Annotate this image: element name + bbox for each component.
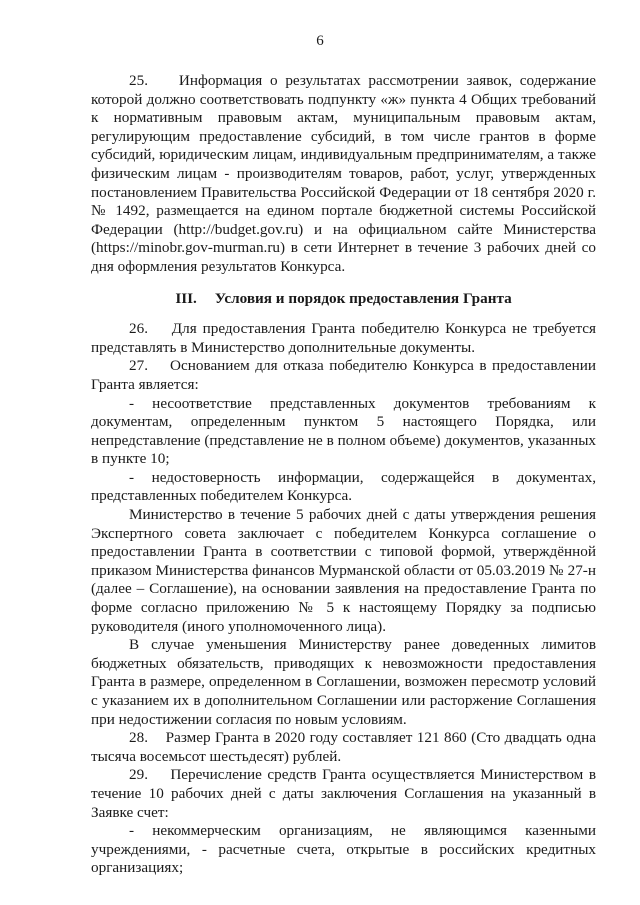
paragraph-27-agreement: Министерство в течение 5 рабочих дней с даты утверждения решения Экспертного совета заключает с победителем Конкурса соглашение о предоставлении Гранта в соответствии с типовой формой, утверждённой приказом Министерства финансов Мурманской области от 05.03.2019 № 27-н (далее – Соглашение), на основании заявления на предоставление Гранта по форме согласно приложению № 5 к настоящему Порядку за подписью руководителя (иного уполномоченного лица). bbox=[91, 506, 596, 635]
section-heading-3 bbox=[91, 290, 596, 309]
section-title: Условия и порядок предоставления Гранта bbox=[214, 289, 512, 307]
paragraph-27: 27. Основанием для отказа победителю Конкурса в предоставлении Гранта является: bbox=[91, 357, 596, 393]
page-number: 6 bbox=[316, 33, 324, 49]
paragraph-27-item-1: - несоответствие представленных документов требованиям к документам, определенным пунктом 5 настоящего Порядка, или непредставление (представление не в полном объеме) документов, указанных в пункте 10; bbox=[91, 394, 596, 468]
paragraph-29: 29. Перечисление средств Гранта осуществляется Министерством в течение 10 рабочих дней с даты заключения Соглашения на указанный в Заявке счет: bbox=[91, 766, 596, 821]
section-number: III. bbox=[175, 289, 197, 307]
paragraph-27-limits: В случае уменьшения Министерству ранее доведенных лимитов бюджетных обязательств, приводящих к невозможности предоставления Гранта в размере, определенном в Соглашении, возможен пересмотр условий с указанием их в дополнительном Соглашении или расторжение Соглашения при недостижении согласия по новым условиям. bbox=[91, 636, 596, 728]
paragraph-29-item-1: - некоммерческим организациям, не являющимся казенными учреждениями, - расчетные счета, открытые в российских кредитных организациях; bbox=[91, 822, 596, 877]
document-body bbox=[91, 72, 596, 878]
paragraph-28: 28. Размер Гранта в 2020 году составляет 121 860 (Сто двадцать одна тысяча восемьсот шестьдесят) рублей. bbox=[91, 729, 596, 765]
paragraph-26: 26. Для предоставления Гранта победителю Конкурса не требуется представлять в Министерство дополнительные документы. bbox=[91, 320, 596, 356]
paragraph-25: 25. Информация о результатах рассмотрении заявок, содержание которой должно соответствовать подпункту «ж» пункта 4 Общих требований к нормативным правовым актам, муниципальным правовым актам, регулирующим предоставление субсидий, в том числе грантов в форме субсидий, юридическим лицам, индивидуальным предпринимателям, а также физическим лицам - производителям товаров, работ, услуг, утвержденных постановлением Правительства Российской Федерации от 18 сентября 2020 г. № 1492, размещается на едином портале бюджетной системы Российской Федерации (http://budget.gov.ru) и на официальном сайте Министерства (https://minobr.gov-murman.ru) в сети Интернет в течение 3 рабочих дней со дня оформления результатов Конкурса. bbox=[91, 72, 596, 275]
paragraph-27-item-2: - недостоверность информации, содержащейся в документах, представленных победителем Конкурса. bbox=[91, 468, 596, 505]
